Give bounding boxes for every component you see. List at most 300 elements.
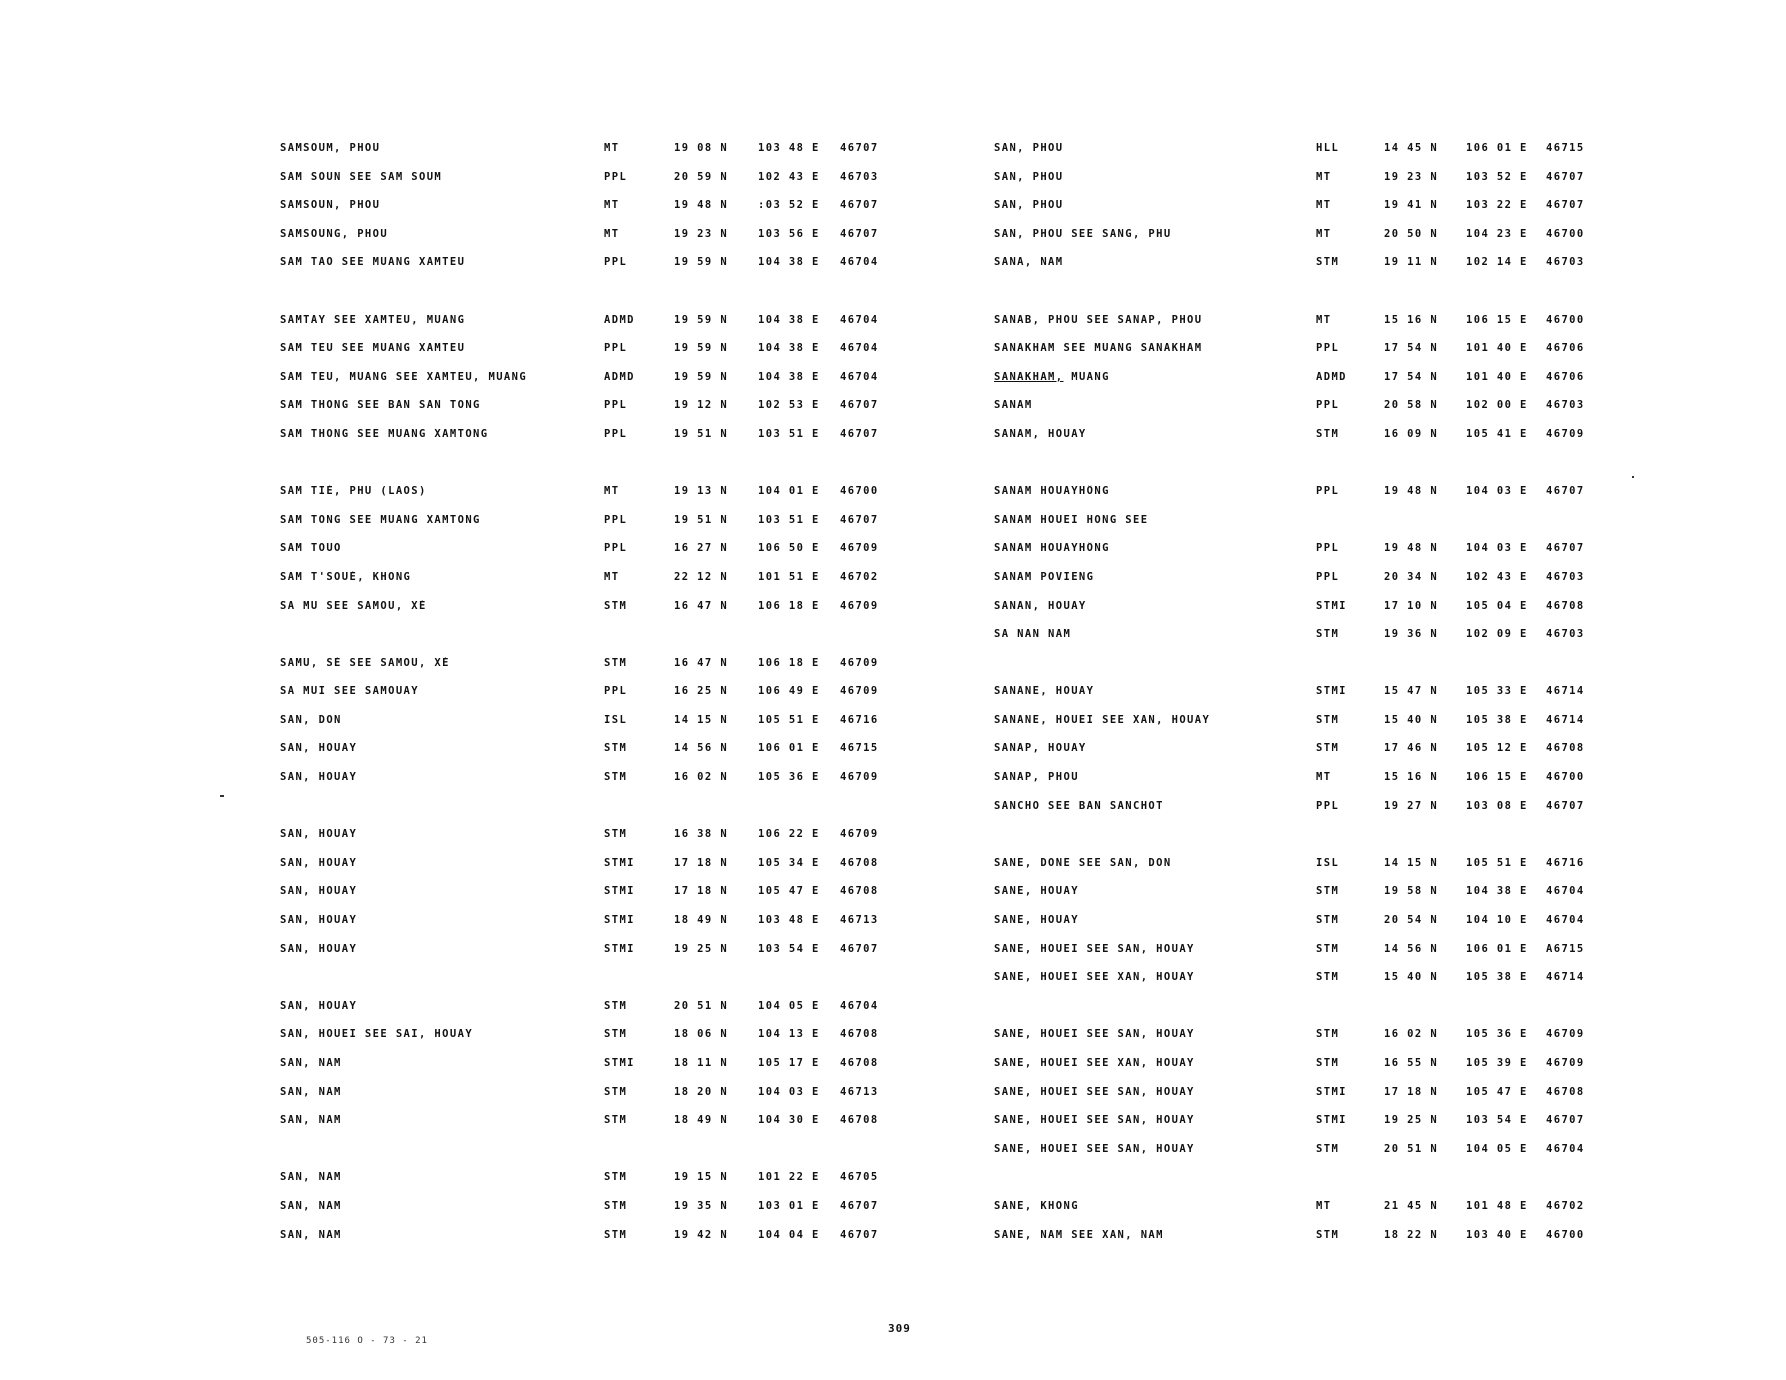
feature-code: ADMD <box>604 313 635 326</box>
gazetteer-entry <box>994 308 1634 337</box>
longitude: 102 14 E <box>1466 256 1528 269</box>
feature-code: STM <box>604 828 628 841</box>
place-name: SA NAN NAM <box>994 628 1072 641</box>
sheet-number: 46709 <box>840 828 879 841</box>
place-name: SAN, PHOU <box>994 142 1064 154</box>
feature-code: PPL <box>604 256 628 269</box>
gazetteer-entry <box>994 1108 1634 1137</box>
latitude: 17 54 N <box>1384 370 1439 383</box>
latitude: 22 12 N <box>674 570 729 583</box>
sheet-number: 46707 <box>840 513 879 526</box>
latitude: 15 47 N <box>1384 685 1439 698</box>
place-name: SAN, HOUAY <box>280 942 358 955</box>
right-entry-column <box>994 136 1634 1251</box>
sheet-number: 46704 <box>840 313 879 326</box>
feature-code: STM <box>1316 1228 1340 1241</box>
latitude: 19 48 N <box>1384 485 1439 498</box>
longitude: 105 33 E <box>1466 685 1528 698</box>
gazetteer-entry <box>994 393 1634 422</box>
longitude: 105 51 E <box>1466 856 1528 869</box>
place-name: SANE, HOUEI SEE SAN, HOUAY <box>994 1028 1195 1041</box>
gazetteer-entry <box>280 479 920 508</box>
gazetteer-entry <box>994 1194 1634 1223</box>
latitude: 16 38 N <box>674 828 729 841</box>
place-name: SAN, HOUAY <box>280 742 358 755</box>
longitude: 103 56 E <box>758 227 820 240</box>
feature-code: HLL <box>1316 142 1340 154</box>
group-spacer <box>994 994 1634 1023</box>
gazetteer-entry <box>994 708 1634 737</box>
gazetteer-entry <box>994 136 1634 165</box>
sheet-number: 46708 <box>840 1057 879 1069</box>
place-name: SANCHO SEE BAN SANCHOT <box>994 799 1164 812</box>
gazetteer-entry <box>280 594 920 623</box>
gazetteer-entry <box>280 508 920 537</box>
sheet-number: 46714 <box>1546 971 1585 984</box>
feature-code: STMI <box>1316 1085 1347 1098</box>
latitude: 19 42 N <box>674 1228 729 1241</box>
gazetteer-entry <box>280 851 920 880</box>
place-name: SAN, NAM <box>280 1171 342 1184</box>
group-spacer <box>280 451 920 480</box>
longitude: 103 51 E <box>758 513 820 526</box>
gazetteer-entry <box>280 250 920 279</box>
gazetteer-entry <box>994 193 1634 222</box>
feature-code: PPL <box>604 427 628 440</box>
place-name: SAN, HOUAY <box>280 999 358 1012</box>
latitude: 19 12 N <box>674 399 729 412</box>
latitude: 19 58 N <box>1384 885 1439 898</box>
longitude: 106 01 E <box>1466 142 1528 154</box>
gazetteer-entry <box>280 565 920 594</box>
longitude: 104 03 E <box>1466 542 1528 555</box>
sheet-number: 46709 <box>840 542 879 555</box>
latitude: 19 48 N <box>1384 542 1439 555</box>
latitude: 17 46 N <box>1384 742 1439 755</box>
place-name: SANANE, HOUAY <box>994 685 1095 698</box>
place-name: SAM SOUN SEE SAM SOUM <box>280 170 443 183</box>
feature-code: PPL <box>1316 799 1340 812</box>
longitude: 101 48 E <box>1466 1199 1528 1212</box>
feature-code: STM <box>604 1171 628 1184</box>
latitude: 20 51 N <box>674 999 729 1012</box>
longitude: 104 13 E <box>758 1028 820 1041</box>
sheet-number: 46704 <box>840 256 879 269</box>
gazetteer-entry <box>280 765 920 794</box>
sheet-number: 46708 <box>840 885 879 898</box>
latitude: 16 47 N <box>674 656 729 669</box>
gazetteer-entry <box>280 937 920 966</box>
sheet-number: 46705 <box>840 1171 879 1184</box>
gazetteer-entry <box>994 222 1634 251</box>
longitude: 102 09 E <box>1466 628 1528 641</box>
feature-code: STMI <box>604 885 635 898</box>
feature-code: PPL <box>1316 570 1340 583</box>
place-name: SAN, PHOU <box>994 199 1064 212</box>
place-name: SANAN, HOUAY <box>994 599 1087 612</box>
gazetteer-entry <box>280 1051 920 1080</box>
sheet-number: 46707 <box>1546 1114 1585 1127</box>
sheet-number: 46707 <box>840 1199 879 1212</box>
feature-code: PPL <box>1316 399 1340 412</box>
latitude: 19 11 N <box>1384 256 1439 269</box>
sheet-number: 46715 <box>840 742 879 755</box>
gazetteer-entry <box>280 308 920 337</box>
longitude: 103 51 E <box>758 427 820 440</box>
place-name: SAN, PHOU SEE SANG, PHU <box>994 227 1172 240</box>
latitude: 19 59 N <box>674 342 729 355</box>
feature-code: MT <box>1316 227 1332 240</box>
sheet-number: 46714 <box>1546 685 1585 698</box>
sheet-number: 46707 <box>840 427 879 440</box>
sheet-number: 46702 <box>840 570 879 583</box>
feature-code: ISL <box>1316 856 1340 869</box>
longitude: 104 38 E <box>758 370 820 383</box>
sheet-number: 46707 <box>840 942 879 955</box>
longitude: 104 30 E <box>758 1114 820 1127</box>
longitude: 104 05 E <box>758 999 820 1012</box>
feature-code: PPL <box>604 685 628 698</box>
latitude: 19 27 N <box>1384 799 1439 812</box>
sheet-number: 46713 <box>840 1085 879 1098</box>
gazetteer-entry <box>994 165 1634 194</box>
place-name: SAM TEU, MUANG SEE XAMTEU, MUANG <box>280 370 528 383</box>
sheet-number: 46713 <box>840 914 879 927</box>
place-name: SAN, NAM <box>280 1057 342 1069</box>
gazetteer-entry <box>994 937 1634 966</box>
latitude: 20 58 N <box>1384 399 1439 412</box>
gazetteer-entry <box>994 336 1634 365</box>
longitude: 103 54 E <box>1466 1114 1528 1127</box>
gazetteer-entry <box>994 622 1634 651</box>
sheet-number: 46708 <box>840 856 879 869</box>
feature-code: STMI <box>604 856 635 869</box>
gazetteer-entry <box>994 794 1634 823</box>
longitude: 103 22 E <box>1466 199 1528 212</box>
scan-speck <box>220 795 224 797</box>
longitude: 104 23 E <box>1466 227 1528 240</box>
longitude: 105 39 E <box>1466 1057 1528 1069</box>
gazetteer-entry <box>280 1022 920 1051</box>
gazetteer-entry <box>994 1051 1634 1080</box>
group-spacer <box>280 1137 920 1166</box>
place-name: SANE, HOUEI SEE XAN, HOUAY <box>994 971 1195 984</box>
gazetteer-entry <box>280 736 920 765</box>
sheet-number: 46707 <box>1546 799 1585 812</box>
sheet-number: 46716 <box>840 713 879 726</box>
longitude: 101 51 E <box>758 570 820 583</box>
longitude: 104 03 E <box>1466 485 1528 498</box>
longitude: 106 15 E <box>1466 771 1528 784</box>
longitude: 105 51 E <box>758 713 820 726</box>
sheet-number: 46707 <box>840 399 879 412</box>
latitude: 18 49 N <box>674 1114 729 1127</box>
latitude: 14 15 N <box>674 713 729 726</box>
longitude: 105 34 E <box>758 856 820 869</box>
sheet-number: 46709 <box>1546 1057 1585 1069</box>
latitude: 21 45 N <box>1384 1199 1439 1212</box>
latitude: 20 59 N <box>674 170 729 183</box>
place-name: SAN, HOUAY <box>280 856 358 869</box>
sheet-number: 46709 <box>840 656 879 669</box>
feature-code: STM <box>1316 942 1340 955</box>
sheet-number: 46708 <box>840 1114 879 1127</box>
gazetteer-entry <box>994 1223 1634 1252</box>
place-name: SAMU, SÉ SEE SAMOU, XÉ <box>280 656 450 669</box>
feature-code: STM <box>604 1114 628 1127</box>
sheet-number: 46700 <box>1546 313 1585 326</box>
longitude: 104 10 E <box>1466 914 1528 927</box>
group-spacer <box>994 451 1634 480</box>
gazetteer-entry <box>994 536 1634 565</box>
place-name: SAMSOUNG, PHOU <box>280 227 389 240</box>
gazetteer-entry <box>280 222 920 251</box>
gazetteer-entry <box>280 822 920 851</box>
latitude: 19 41 N <box>1384 199 1439 212</box>
longitude: 106 49 E <box>758 685 820 698</box>
gazetteer-entry <box>994 1137 1634 1166</box>
longitude: 101 22 E <box>758 1171 820 1184</box>
gazetteer-entry <box>280 1223 920 1252</box>
gazetteer-entry <box>994 479 1634 508</box>
gazetteer-entry <box>280 1165 920 1194</box>
gazetteer-entry <box>994 765 1634 794</box>
longitude: 106 18 E <box>758 599 820 612</box>
place-name: SANE, DONE SEE SAN, DON <box>994 856 1172 869</box>
group-spacer <box>280 279 920 308</box>
place-name: SAM TONG SEE MUANG XAMTONG <box>280 513 481 526</box>
latitude: 18 20 N <box>674 1085 729 1098</box>
place-name-rest: MUANG <box>1063 370 1110 383</box>
longitude: 103 54 E <box>758 942 820 955</box>
latitude: 20 54 N <box>1384 914 1439 927</box>
latitude: 15 40 N <box>1384 713 1439 726</box>
sheet-number: 46707 <box>1546 170 1585 183</box>
place-name: SANE, KHONG <box>994 1199 1079 1212</box>
sheet-number: 46703 <box>840 170 879 183</box>
place-name: SAN, HOUAY <box>280 914 358 927</box>
sheet-number: 46704 <box>840 370 879 383</box>
sheet-number: 46704 <box>1546 885 1585 898</box>
sheet-number: 46706 <box>1546 370 1585 383</box>
latitude: 16 47 N <box>674 599 729 612</box>
gazetteer-entry <box>280 1194 920 1223</box>
feature-code: MT <box>1316 199 1332 212</box>
latitude: 15 40 N <box>1384 971 1439 984</box>
place-name: SANANE, HOUEI SEE XAN, HOUAY <box>994 713 1211 726</box>
feature-code: STM <box>604 599 628 612</box>
longitude: 105 38 E <box>1466 971 1528 984</box>
sheet-number: 46704 <box>1546 1142 1585 1155</box>
feature-code: STMI <box>604 1057 635 1069</box>
group-spacer <box>994 822 1634 851</box>
gazetteer-entry <box>280 879 920 908</box>
gazetteer-entry <box>994 565 1634 594</box>
gazetteer-entry <box>280 536 920 565</box>
gazetteer-entry <box>280 1108 920 1137</box>
feature-code: MT <box>1316 771 1332 784</box>
gazetteer-entry <box>280 165 920 194</box>
sheet-number: 46708 <box>1546 742 1585 755</box>
gazetteer-entry <box>280 365 920 394</box>
sheet-number: 46700 <box>840 485 879 498</box>
gazetteer-entry <box>280 679 920 708</box>
longitude: 103 01 E <box>758 1199 820 1212</box>
group-spacer <box>994 651 1634 680</box>
place-name: SANAM, HOUAY <box>994 427 1087 440</box>
latitude: 17 18 N <box>1384 1085 1439 1098</box>
place-name: SAMTAY SEE XAMTEU, MUANG <box>280 313 466 326</box>
feature-code: PPL <box>604 513 628 526</box>
latitude: 14 56 N <box>674 742 729 755</box>
place-name: SANAP, HOUAY <box>994 742 1087 755</box>
feature-code: STMI <box>1316 599 1347 612</box>
place-name: SAN, HOUAY <box>280 828 358 841</box>
gazetteer-entry <box>280 708 920 737</box>
sheet-number: 46703 <box>1546 570 1585 583</box>
place-name: SAM TAO SEE MUANG XAMTEU <box>280 256 466 269</box>
sheet-number: 46709 <box>840 685 879 698</box>
feature-code: STM <box>1316 256 1340 269</box>
latitude: 16 25 N <box>674 685 729 698</box>
feature-code: PPL <box>1316 542 1340 555</box>
feature-code: STM <box>604 656 628 669</box>
group-spacer <box>994 1165 1634 1194</box>
place-name: SAN, PHOU <box>994 170 1064 183</box>
place-name: SANAM HOUEI HONG SEE <box>994 513 1149 526</box>
sheet-number: 46707 <box>840 142 879 154</box>
longitude: 105 12 E <box>1466 742 1528 755</box>
gazetteer-entry <box>994 679 1634 708</box>
sheet-number: 46706 <box>1546 342 1585 355</box>
gazetteer-entry <box>280 193 920 222</box>
longitude: 106 18 E <box>758 656 820 669</box>
place-name: SAN, NAM <box>280 1199 342 1212</box>
latitude: 19 15 N <box>674 1171 729 1184</box>
latitude: 19 59 N <box>674 256 729 269</box>
latitude: 15 16 N <box>1384 313 1439 326</box>
feature-code: STM <box>604 999 628 1012</box>
feature-code: MT <box>604 570 620 583</box>
sheet-number: 46704 <box>840 999 879 1012</box>
sheet-number: 46704 <box>1546 914 1585 927</box>
place-name: SANE, HOUEI SEE SAN, HOUAY <box>994 1114 1195 1127</box>
longitude: 104 38 E <box>1466 885 1528 898</box>
feature-code: STM <box>1316 1028 1340 1041</box>
place-name: SANE, HOUAY <box>994 914 1079 927</box>
place-name: SAM TOUO <box>280 542 342 555</box>
gazetteer-entry <box>994 1080 1634 1109</box>
gazetteer-entry <box>994 250 1634 279</box>
sheet-number: 46700 <box>1546 1228 1585 1241</box>
place-name: SAN, DON <box>280 713 342 726</box>
latitude: 19 48 N <box>674 199 729 212</box>
latitude: 17 18 N <box>674 856 729 869</box>
place-name: SANE, HOUEI SEE SAN, HOUAY <box>994 1142 1195 1155</box>
feature-code: PPL <box>1316 342 1340 355</box>
longitude: 106 15 E <box>1466 313 1528 326</box>
place-name: SAN, HOUAY <box>280 885 358 898</box>
feature-code: STM <box>1316 885 1340 898</box>
feature-code: PPL <box>604 170 628 183</box>
longitude: 103 48 E <box>758 914 820 927</box>
latitude: 16 09 N <box>1384 427 1439 440</box>
latitude: 20 51 N <box>1384 1142 1439 1155</box>
latitude: 19 23 N <box>674 227 729 240</box>
place-name: SANAKHAM SEE MUANG SANAKHAM <box>994 342 1203 355</box>
latitude: 17 18 N <box>674 885 729 898</box>
group-spacer <box>280 622 920 651</box>
place-name <box>994 371 1314 383</box>
group-spacer <box>280 965 920 994</box>
feature-code: STM <box>604 771 628 784</box>
gazetteer-entry <box>994 422 1634 451</box>
latitude: 19 25 N <box>1384 1114 1439 1127</box>
latitude: 18 49 N <box>674 914 729 927</box>
place-name: SAM TEU SEE MUANG XAMTEU <box>280 342 466 355</box>
feature-code: MT <box>604 199 620 212</box>
longitude: :03 52 E <box>758 199 820 212</box>
latitude: 16 02 N <box>674 771 729 784</box>
sheet-number: 46708 <box>1546 1085 1585 1098</box>
feature-code: STM <box>604 742 628 755</box>
gazetteer-entry <box>280 336 920 365</box>
longitude: 105 17 E <box>758 1057 820 1069</box>
sheet-number: 46709 <box>840 599 879 612</box>
feature-code: MT <box>604 142 620 154</box>
group-spacer <box>280 794 920 823</box>
feature-code: STM <box>1316 1142 1340 1155</box>
sheet-number: 46700 <box>1546 227 1585 240</box>
place-name: SAN, NAM <box>280 1085 342 1098</box>
latitude: 15 16 N <box>1384 771 1439 784</box>
feature-code: MT <box>1316 1199 1332 1212</box>
sheet-number: 46703 <box>1546 256 1585 269</box>
place-name: SAN, HOUAY <box>280 771 358 784</box>
sheet-number: 46704 <box>840 342 879 355</box>
place-name: SAN, HOUEI SEE SAI, HOUAY <box>280 1028 474 1041</box>
scan-speck <box>1632 476 1634 478</box>
feature-code: ADMD <box>1316 370 1347 383</box>
place-name: SANAM POVIENG <box>994 570 1095 583</box>
latitude: 18 22 N <box>1384 1228 1439 1241</box>
feature-code: STMI <box>604 914 635 927</box>
feature-code: STMI <box>1316 685 1347 698</box>
latitude: 20 34 N <box>1384 570 1439 583</box>
feature-code: PPL <box>604 342 628 355</box>
gazetteer-entry <box>280 393 920 422</box>
gazetteer-entry <box>994 365 1634 394</box>
place-name: SAMSOUM, PHOU <box>280 142 381 154</box>
latitude: 14 45 N <box>1384 142 1439 154</box>
place-name: SAN, NAM <box>280 1228 342 1241</box>
feature-code: MT <box>604 227 620 240</box>
place-name: SA MUI SEE SAMOUAY <box>280 685 419 698</box>
latitude: 20 50 N <box>1384 227 1439 240</box>
place-name: SAM THONG SEE BAN SAN TONG <box>280 399 481 412</box>
sheet-number: 46707 <box>840 1228 879 1241</box>
feature-code: PPL <box>604 542 628 555</box>
gazetteer-entry <box>280 908 920 937</box>
gazetteer-entry <box>280 1080 920 1109</box>
latitude: 18 06 N <box>674 1028 729 1041</box>
feature-code: STMI <box>1316 1114 1347 1127</box>
gazetteer-entry <box>994 1022 1634 1051</box>
feature-code: STM <box>604 1228 628 1241</box>
sheet-number: 46709 <box>1546 1028 1585 1041</box>
longitude: 106 50 E <box>758 542 820 555</box>
place-name: SANE, HOUAY <box>994 885 1079 898</box>
